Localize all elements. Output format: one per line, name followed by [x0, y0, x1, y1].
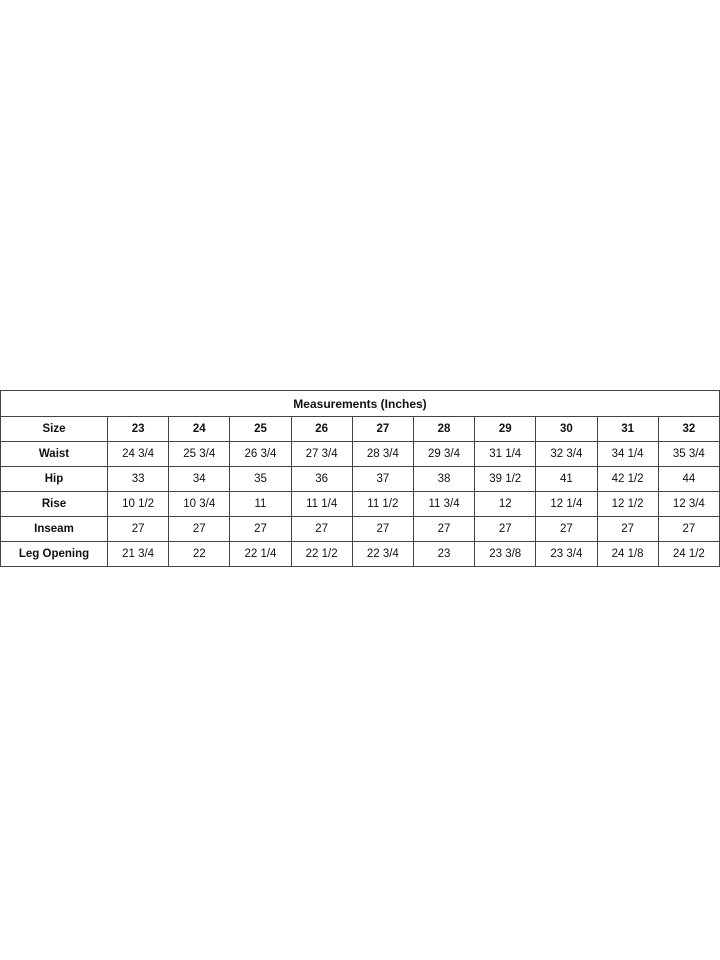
table-cell: 27	[475, 517, 536, 542]
table-cell: 37	[352, 467, 413, 492]
table-row	[1, 467, 720, 492]
size-header-cell: 30	[536, 417, 597, 442]
size-header-label: Size	[1, 417, 108, 442]
table-cell: 23	[413, 542, 474, 567]
table-cell: 33	[108, 467, 169, 492]
table-cell: 10 3/4	[169, 492, 230, 517]
table-cell: 28 3/4	[352, 442, 413, 467]
table-cell: 12 1/4	[536, 492, 597, 517]
table-cell: 22 1/4	[230, 542, 291, 567]
table-cell: 27	[658, 517, 719, 542]
table-cell: 12	[475, 492, 536, 517]
size-header-cell: 27	[352, 417, 413, 442]
size-header-cell: 29	[475, 417, 536, 442]
table-cell: 44	[658, 467, 719, 492]
table-body	[1, 442, 720, 567]
size-header-row	[1, 417, 720, 442]
size-chart	[0, 390, 720, 567]
table-cell: 34	[169, 467, 230, 492]
table-row	[1, 492, 720, 517]
table-row	[1, 542, 720, 567]
table-cell: 35 3/4	[658, 442, 719, 467]
table-row	[1, 442, 720, 467]
table-cell: 27	[597, 517, 658, 542]
table-cell: 22	[169, 542, 230, 567]
table-cell: 36	[291, 467, 352, 492]
table-cell: 12 1/2	[597, 492, 658, 517]
size-header-cell: 31	[597, 417, 658, 442]
table-cell: 12 3/4	[658, 492, 719, 517]
size-header-cell: 28	[413, 417, 474, 442]
table-cell: 24 1/2	[658, 542, 719, 567]
table-cell: 11 3/4	[413, 492, 474, 517]
size-header-cell: 26	[291, 417, 352, 442]
table-cell: 27	[536, 517, 597, 542]
table-cell: 27	[169, 517, 230, 542]
table-cell: 11 1/4	[291, 492, 352, 517]
row-label: Waist	[1, 442, 108, 467]
table-cell: 27 3/4	[291, 442, 352, 467]
table-cell: 27	[108, 517, 169, 542]
table-cell: 27	[230, 517, 291, 542]
table-title: Measurements (Inches)	[1, 391, 720, 417]
table-cell: 10 1/2	[108, 492, 169, 517]
size-header-cell: 24	[169, 417, 230, 442]
table-cell: 11	[230, 492, 291, 517]
table-cell: 24 1/8	[597, 542, 658, 567]
size-header-cell: 23	[108, 417, 169, 442]
table-cell: 26 3/4	[230, 442, 291, 467]
table-cell: 29 3/4	[413, 442, 474, 467]
table-cell: 32 3/4	[536, 442, 597, 467]
table-cell: 27	[413, 517, 474, 542]
table-row	[1, 517, 720, 542]
table-cell: 34 1/4	[597, 442, 658, 467]
table-cell: 27	[352, 517, 413, 542]
row-label: Rise	[1, 492, 108, 517]
table-cell: 23 3/4	[536, 542, 597, 567]
measurements-table	[0, 390, 720, 567]
row-label: Leg Opening	[1, 542, 108, 567]
table-cell: 11 1/2	[352, 492, 413, 517]
table-cell: 35	[230, 467, 291, 492]
size-header-cell: 32	[658, 417, 719, 442]
table-cell: 41	[536, 467, 597, 492]
table-cell: 25 3/4	[169, 442, 230, 467]
table-cell: 38	[413, 467, 474, 492]
row-label: Hip	[1, 467, 108, 492]
table-cell: 24 3/4	[108, 442, 169, 467]
table-cell: 27	[291, 517, 352, 542]
table-cell: 31 1/4	[475, 442, 536, 467]
table-cell: 39 1/2	[475, 467, 536, 492]
table-cell: 21 3/4	[108, 542, 169, 567]
row-label: Inseam	[1, 517, 108, 542]
table-cell: 22 1/2	[291, 542, 352, 567]
table-cell: 23 3/8	[475, 542, 536, 567]
title-row	[1, 391, 720, 417]
table-cell: 42 1/2	[597, 467, 658, 492]
size-header-cell: 25	[230, 417, 291, 442]
table-cell: 22 3/4	[352, 542, 413, 567]
